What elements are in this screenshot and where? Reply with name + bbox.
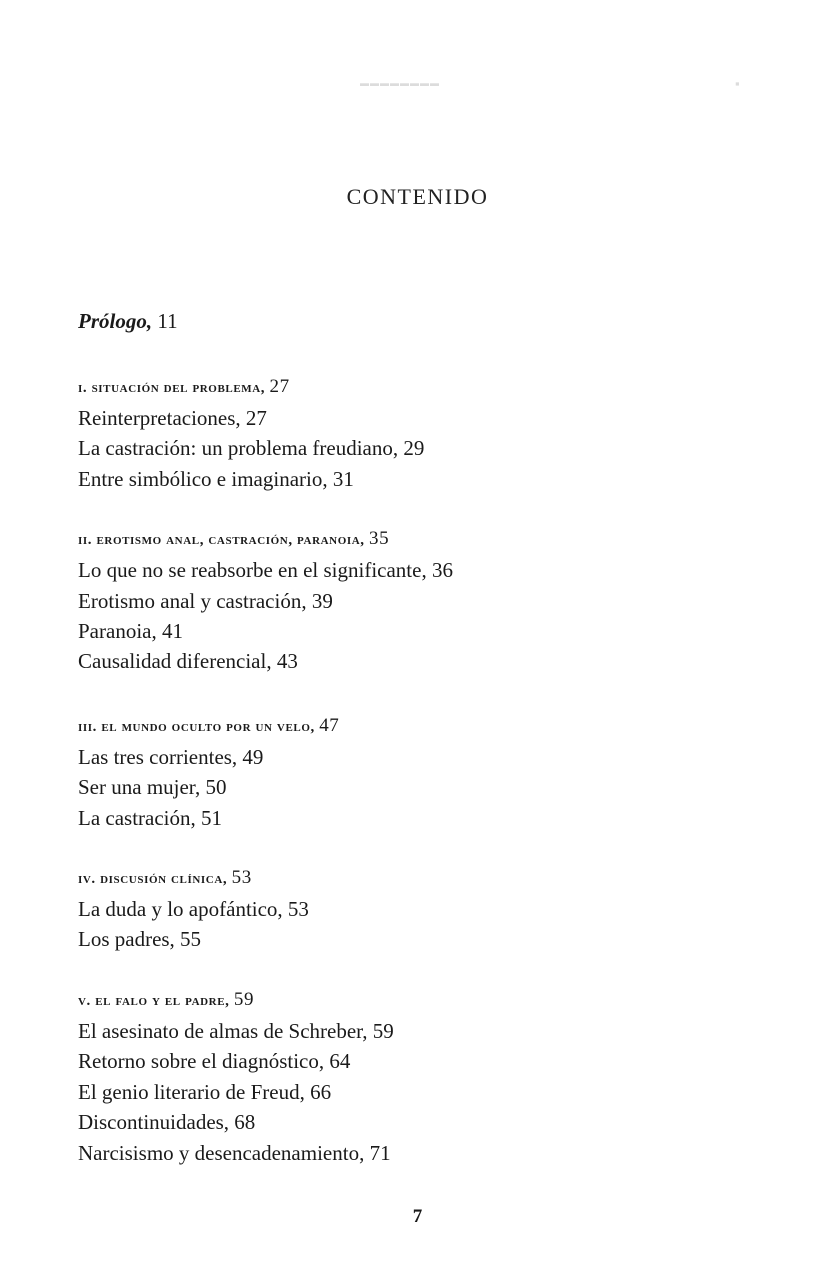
page-title: CONTENIDO	[346, 184, 489, 209]
show-through-folio: ▪	[735, 76, 740, 91]
chapter-heading-page: 35	[369, 528, 390, 550]
prologue-label: Prólogo,	[78, 309, 153, 333]
show-through-header: ▬▬▬▬▬▬▬▬	[360, 78, 440, 88]
toc-entry: Discontinuidades, 68	[78, 1110, 256, 1135]
chapter-heading-text: ii. erotismo anal, castración, paranoia,	[78, 532, 365, 549]
toc-entry: El asesinato de almas de Schreber, 59	[78, 1018, 394, 1043]
chapter-heading-page: 59	[233, 988, 255, 1010]
toc-entry: Paranoia, 41	[78, 619, 183, 644]
chapter-heading	[78, 865, 718, 892]
toc-entry: El genio literario de Freud, 66	[78, 1079, 332, 1104]
chapter-heading-page: 47	[319, 714, 340, 736]
toc-chapter-4	[78, 865, 718, 955]
toc-entry: La castración, 51	[78, 805, 223, 830]
chapter-heading-text: i. situación del problema,	[78, 380, 266, 396]
toc-entry: Los padres, 55	[78, 927, 202, 952]
toc-chapter-2	[78, 526, 718, 677]
toc-entry: Lo que no se reabsorbe en el significante, 36	[78, 558, 453, 583]
page-number: 7	[412, 1206, 423, 1227]
table-of-contents	[78, 306, 718, 1200]
toc-chapter-1	[78, 374, 718, 494]
toc-entry: Reinterpretaciones, 27	[78, 406, 267, 430]
prologue-page: 11	[157, 309, 178, 333]
toc-entry: Retorno sobre el diagnóstico, 64	[78, 1049, 351, 1074]
toc-entry: Entre simbólico e imaginario, 31	[78, 466, 354, 491]
toc-entry: Ser una mujer, 50	[78, 775, 227, 800]
chapter-heading-text: iii. el mundo oculto por un velo,	[78, 718, 315, 735]
toc-chapter-3	[78, 713, 718, 833]
toc-entry: Las tres corrientes, 49	[78, 744, 264, 769]
chapter-heading	[78, 526, 718, 553]
chapter-heading	[78, 987, 718, 1014]
chapter-heading	[78, 713, 718, 740]
toc-entry: La castración: un problema freudiano, 29	[78, 436, 425, 461]
toc-chapter-5	[78, 987, 718, 1168]
toc-entry: La duda y lo apofántico, 53	[78, 897, 309, 922]
toc-entry: Erotismo anal y castración, 39	[78, 588, 333, 613]
chapter-heading-text: v. el falo y el padre,	[78, 992, 230, 1009]
toc-entry: Narcisismo y desencadenamiento, 71	[78, 1140, 391, 1165]
chapter-heading-page: 27	[269, 376, 290, 397]
chapter-heading-page: 53	[231, 867, 252, 889]
chapter-heading-text: iv. discusión clínica,	[78, 871, 228, 888]
chapter-heading	[78, 374, 718, 401]
toc-entry: Causalidad diferencial, 43	[78, 649, 298, 674]
toc-prologue	[78, 306, 718, 336]
